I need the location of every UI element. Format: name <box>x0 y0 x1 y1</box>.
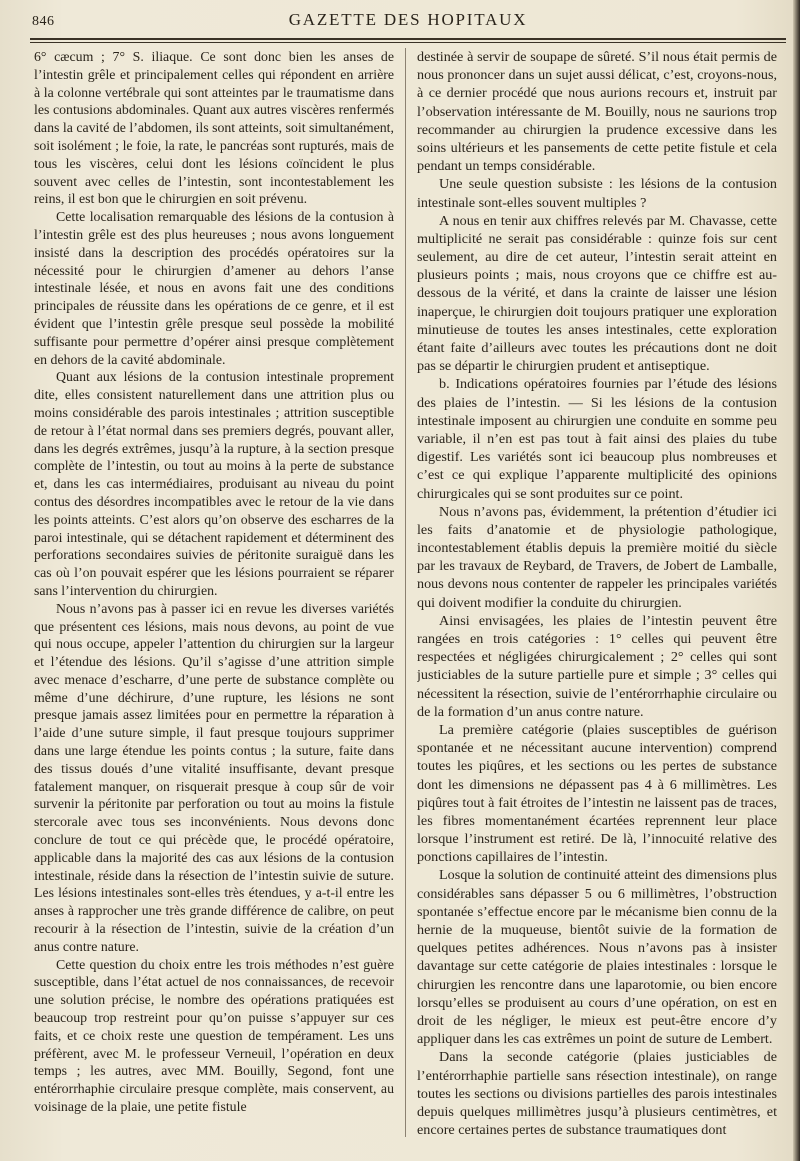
paragraph: Quant aux lésions de la contusion intestinale proprement dite, elles consistent naturellement dans une attrition plus ou moins considérable des parois intestinales ; attrition susceptible de retour à l’état normal dans ses premiers degrés, pouvant aller, dans les degrés extrêmes, jusqu’à la rupture, à la section presque complète de l’intestin, ou tout au moins à la perte de substance et, dans les cas intermédiaires, produisant au niveau du point contus des désordres incompatibles avec le retour de la vie dans les points atteints. C’est alors qu’on observe des escharres de la paroi intestinale, qui se détachent rapidement et déterminent des perforations secondaires suivies de péritonite suraiguë dans les cas où l’on pouvait espérer que les lésions pourraient se réparer sans l’intervention du chirurgien. <box>34 369 394 598</box>
paragraph: 6° cæcum ; 7° S. iliaque. Ce sont donc bien les anses de l’intestin grêle et principalement celles qui répondent en arrière à la colonne vertébrale qui sont atteintes par le traumatisme dans les contusions abdominales. Quant aux autres viscères renfermés dans la cavité de l’abdomen, ils sont atteints, soit simultanément, soit isolément ; le foie, la rate, le pancréas sont rupturés, mais de tous les viscères, celui dont les lésions coïncident le plus souvent avec celles de l’intestin, sont incontestablement les reins, il est bon que le chirurgien en soit prévenu. <box>34 49 394 207</box>
paragraph: b. Indications opératoires fournies par l’étude des lésions des plaies de l’intestin. — Si les lésions de la contusion intestinale imposent au chirurgien une conduite en somme peu variable, il n’en est pas tout à fait ainsi des plaies du tube digestif. Les variétés sont ici beaucoup plus nombreuses et c’est ce qui explique l’apparente multiplicité des opinions chirurgicales qui se sont produites sur ce point. <box>417 376 777 502</box>
column-divider <box>405 48 406 1137</box>
journal-title: GAZETTE DES HOPITAUX <box>288 10 528 29</box>
header-rule <box>30 38 786 40</box>
page-number: 846 <box>32 14 55 29</box>
left-column <box>34 48 394 1143</box>
paragraph: Cette question du choix entre les trois méthodes n’est guère susceptible, dans l’état actuel de nos connaissances, de recevoir une solution précise, le nombre des opérations pratiquées est beaucoup trop restreint pour qu’on puisse s’appuyer sur ces faits, et ce choix reste une question de tempérament. Les uns préfèrent, avec M. le professeur Verneuil, l’opération en deux temps ; les autres, avec MM. Bouilly, Segond, font une entérorrhaphie circulaire presque complète, mais conservent, au voisinage de la plaie, une petite fistule <box>34 956 394 1115</box>
paragraph: Une seule question subsiste : les lésions de la contusion intestinale sont-elles souvent multiples ? <box>417 176 777 211</box>
page-header <box>30 6 786 34</box>
paragraph: destinée à servir de soupape de sûreté. S’il nous était permis de nous prononcer dans un sujet aussi délicat, c’est, croyons-nous, à ce dernier procédé que nous aurions recours et, instruit par l’observation intéressante de M. Bouilly, nous ne saurions trop recommander au chirurgien la prudence excessive dans les soins ultérieurs et les pansements de cette petite fistule et cela pendant un temps considérable. <box>417 49 777 175</box>
right-column <box>417 48 777 1143</box>
paragraph: Cette localisation remarquable des lésions de la contusion à l’intestin grêle est des plus heureuses ; nous avons longuement insisté dans la description des procédés opératoires sur la nécessité pour le chirurgien d’amener au dehors l’anse intestinale lésée, et nous en avons fait une des conditions principales de réussite dans les opérations de ce genre, et il est évident que l’intestin grêle presque seul possède la mobilité suffisante pour permettre d’opérer ainsi presque complètement en dehors de la cavité abdominale. <box>34 209 394 367</box>
paragraph: Dans la seconde catégorie (plaies justiciables de l’entérorrhaphie partielle sans résection intestinale), on range toutes les sections ou divisions partielles des parois intestinales depuis quelques millimètres jusqu’à plusieurs centimètres, et encore certaines pertes de substance traumatiques dont <box>417 1049 777 1139</box>
page-edge <box>793 0 800 1161</box>
paragraph: Ainsi envisagées, les plaies de l’intestin peuvent être rangées en trois catégories : 1° celles qui peuvent être respectées et négligées chirurgicalement ; 2° celles qui sont justiciables de la suture partielle pure et simple ; 3° celles qui nécessitent la résection, suivie de l’entérorrhaphie circulaire ou de la formation d’un anus contre nature. <box>417 612 777 720</box>
paragraph: Nous n’avons pas, évidemment, la prétention d’étudier ici les faits d’anatomie et de physiologie pathologique, incontestablement établis depuis la première moitié du siècle par les travaux de Reybard, de Travers, de Jobert de Lamballe, nous devons nous contenter de rappeler les principales variétés qui doivent modifier la conduite du chirurgien. <box>417 503 777 611</box>
header-rule-thin <box>30 42 786 43</box>
paragraph: Nous n’avons pas à passer ici en revue les diverses variétés que présentent ces lésions, mais nous devons, au point de vue qui nous occupe, appeler l’attention du chirurgien sur la largeur et l’étendue des lésions. Qu’il s’agisse d’une attrition simple avec menace d’escharre, d’une perte de substance complète ou même d’une déchirure, d’une rupture, les lésions ne sont presque jamais assez limitées pour en permettre la réparation à l’aide d’une suture simple, il faut presque toujours supprimer dans une large étendue les points contus ; la suture, faite dans des tissus doués d’une vitalité insuffisante, devant presque fatalement manquer, on risquerait presque à coup sûr de voir survenir la péritonite par perforation ou tout au moins la fistule stercorale avec tous ses inconvénients. Nous devons donc conclure de tout ce qui précède que, le procédé opératoire, applicable dans la majorité des cas aux lésions de la contusion intestinale, réside dans la résection de l’intestin suivie de suture. Les lésions intestinales sont-elles très étendues, y a-t-il entre les anses à rapprocher une très grande différence de calibre, on peut recourir à la résection de l’intestin, suivie de la création d’un anus contre nature. <box>34 600 394 954</box>
paragraph: Losque la solution de continuité atteint des dimensions plus considérables sans dépasser 5 ou 6 millimètres, l’obstruction spontanée s’effectue encore par le mécanisme bien connu de la hernie de la muqueuse, bientôt suivie de la formation de quelques petites adhérences. Nous n’avons pas à insister davantage sur cette catégorie de plaies intestinales : lorsque le chirurgien les rencontre dans une laparotomie, ou bien encore lorsqu’elles se produisent au cours d’une opération, on est en droit de les négliger, le mieux est peut-être encore d’y appliquer dans les cas extrêmes un point de suture de Lembert. <box>417 867 777 1048</box>
paragraph: A nous en tenir aux chiffres relevés par M. Chavasse, cette multiplicité ne serait pas considérable : quinze fois sur cent seulement, au dire de cet auteur, l’intestin serait atteint en plusieurs points ; mais, nous croyons que ce chiffre est au-dessous de la vérité, et dans la crainte de laisser une lésion inaperçue, le chirurgien doit toujours pratiquer une exploration minutieuse de toutes les anses intestinales, cette exploration étant faite d’ailleurs avec toutes les précautions dont ne doit pas se départir le chirurgien prudent et antiseptique. <box>417 212 777 375</box>
paragraph: La première catégorie (plaies susceptibles de guérison spontanée et ne nécessitant aucune intervention) comprend toutes les piqûres, et les sections ou les pertes de substance dont les dimensions ne dépassent pas 4 à 6 millimètres. Les piqûres tout à fait étroites de l’intestin ne laissent pas de traces, les fibres momentanément écartées reprennent leur place lorsque l’instrument est retiré. De là, l’innocuité relative des ponctions capillaires de l’intestin. <box>417 721 777 866</box>
